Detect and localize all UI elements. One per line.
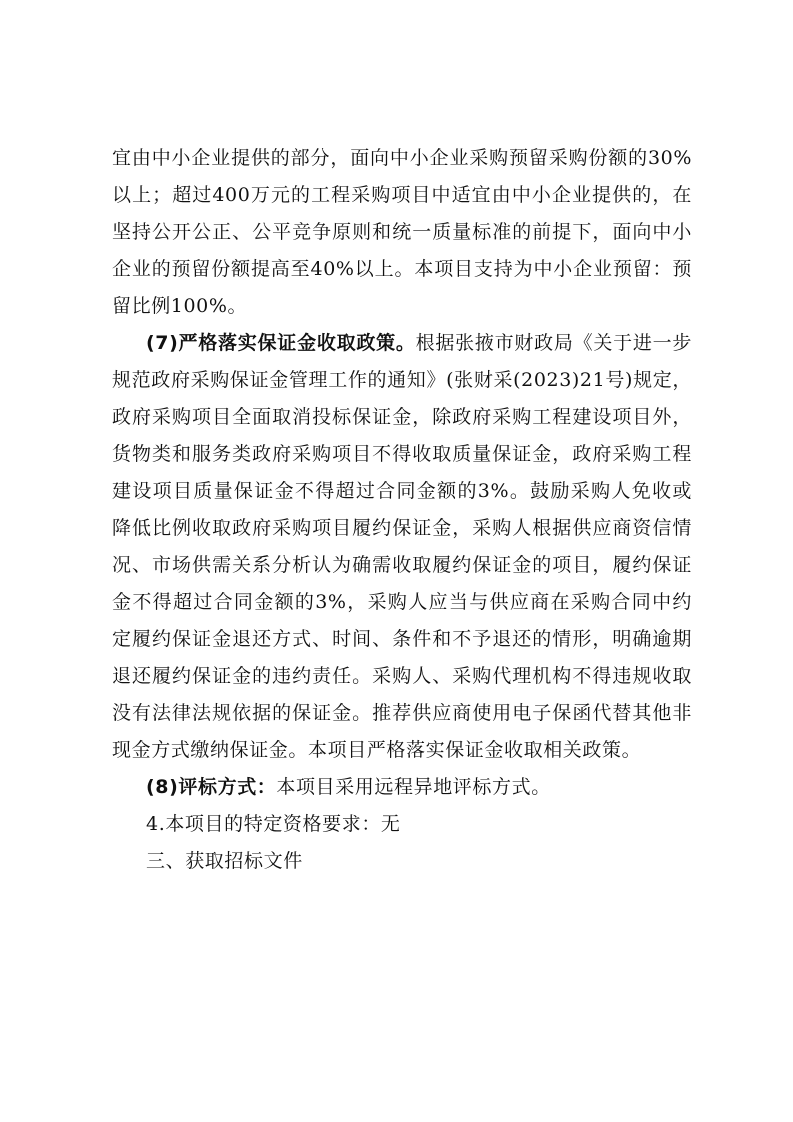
paragraph-text: 根据张掖市财政局《关于进一步规范政府采购保证金管理工作的通知》(张财采(2023)21号)规定，政府采购项目全面取消投标保证金，除政府采购工程建设项目外，货物类和服务类政府采购项目不得收取质量保证金，政府采购工程建设项目质量保证金不得超过合同金额的3%。鼓励采购人免收或降低比例收取政府采购项目履约保证金，采购人根据供应商资信情况、市场供需关系分析认为确需收取履约保证金的项目，履约保证金不得超过合同金额的3%，采购人应当与供应商在采购合同中约定履约保证金退还方式、时间、条件和不予退还的情形，明确逾期退还履约保证金的违约责任。采购人、采购代理机构不得违规收取没有法律法规依据的保证金。推荐供应商使用电子保函代替其他非现金方式缴纳保证金。本项目严格落实保证金收取相关政策。	[112, 332, 692, 761]
section-heading-text: 三、获取招标文件	[146, 850, 303, 872]
section-heading-obtain-documents	[112, 843, 692, 880]
paragraph-text: 本项目采用远程异地评标方式。	[276, 776, 551, 798]
document-body	[112, 140, 692, 880]
paragraph-qualification	[112, 806, 692, 843]
evaluation-method-heading: (8)评标方式：	[146, 776, 277, 798]
paragraph-text: 4.本项目的特定资格要求：无	[146, 813, 401, 835]
deposit-policy-heading: (7)严格落实保证金收取政策。	[146, 332, 416, 354]
paragraph-evaluation-method	[112, 769, 692, 806]
paragraph-deposit-policy	[112, 325, 692, 769]
paragraph-text: 宜由中小企业提供的部分，面向中小企业采购预留采购份额的30%以上；超过400万元的工程采购项目中适宜由中小企业提供的，在坚持公开公正、公平竞争原则和统一质量标准的前提下，面向中小企业的预留份额提高至40%以上。本项目支持为中小企业预留：预留比例100%。	[112, 147, 692, 317]
paragraph-sme-reservation	[112, 140, 692, 325]
